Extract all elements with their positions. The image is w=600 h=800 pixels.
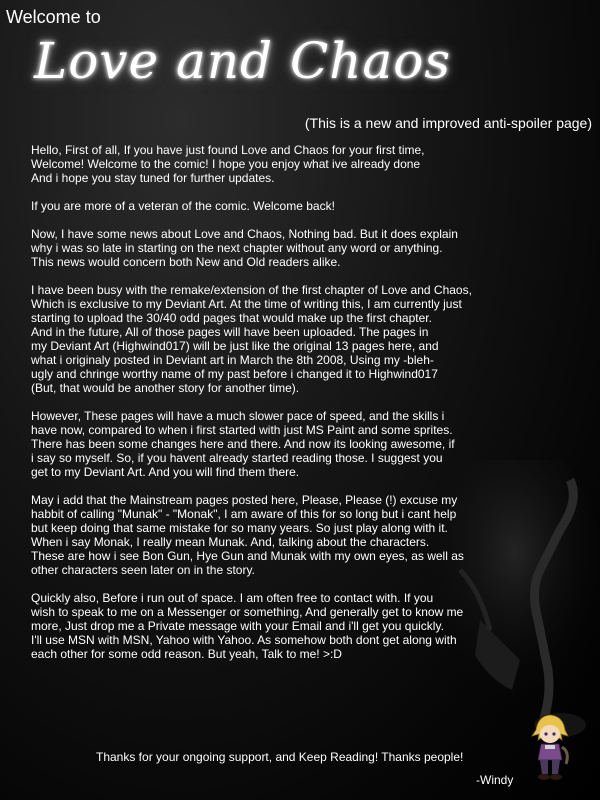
paragraph-line: get to my Deviant Art. And you will find them there. — [31, 465, 300, 479]
paragraph — [31, 283, 591, 395]
paragraph-line: Now, I have some news about Love and Chaos, Nothing bad. But it does explain — [31, 227, 458, 241]
page-title: Love and Chaos — [34, 32, 451, 90]
paragraph-line: i say so myself. So, if you havent already started reading those. I suggest you — [31, 451, 443, 465]
paragraph-line: I'll use MSN with MSN, Yahoo with Yahoo. As somehow both dont get along with — [31, 633, 457, 647]
paragraph-line: Quickly also, Before i run out of space. I am often free to contact with. If you — [31, 591, 434, 605]
paragraph-line: (But, that would be another story for another time). — [31, 381, 300, 395]
paragraph-line: I have been busy with the remake/extension of the first chapter of Love and Chaos, — [31, 283, 472, 297]
paragraph-line: but keep doing that same mistake for so many years. So just play along with it. — [31, 521, 448, 535]
paragraph — [31, 199, 591, 213]
paragraph — [31, 493, 591, 577]
paragraph-line: This news would concern both New and Old readers alike. — [31, 255, 341, 269]
message-body — [31, 143, 591, 661]
paragraph-line: However, These pages will have a much slower pace of speed, and the skills i — [31, 409, 445, 423]
paragraph-line: May i add that the Mainstream pages posted here, Please, Please (!) excuse my — [31, 493, 458, 507]
paragraph-line: what i originaly posted in Deviant art in March the 8th 2008, Using my -bleh- — [31, 353, 434, 367]
paragraph — [31, 591, 591, 661]
paragraph-line: wish to speak to me on a Messenger or something, And generally get to know me — [31, 605, 464, 619]
paragraph-line: other characters seen later on in the story. — [31, 563, 255, 577]
paragraph-line: And i hope you stay tuned for further updates. — [31, 171, 275, 185]
paragraph-line: why i was so late in starting on the next chapter without any word or anything. — [31, 241, 443, 255]
paragraph-line: And in the future, All of those pages will have been uploaded. The pages in — [31, 325, 429, 339]
paragraph-line: There has been some changes here and there. And now its looking awesome, if — [31, 437, 455, 451]
page-subtitle: (This is a new and improved anti-spoiler page) — [304, 115, 592, 131]
paragraph-line: starting to upload the 30/40 odd pages that would make up the first chapter. — [31, 311, 432, 325]
paragraph-line: Welcome! Welcome to the comic! I hope you enjoy what ive already done — [31, 157, 421, 171]
paragraph-line: more, Just drop me a Private message with your Email and i'll get you quickly. — [31, 619, 444, 633]
paragraph-line: each other for some odd reason. But yeah, Talk to me! >:D — [31, 647, 342, 661]
paragraph — [31, 143, 591, 185]
signature: -Windy — [476, 773, 514, 787]
character-sprite-icon — [528, 712, 572, 782]
paragraph-line: have now, compared to when i first started with just MS Paint and some sprites. — [31, 423, 453, 437]
paragraph-line: ugly and chringe worthy name of my past before i changed it to Highwind017 — [31, 367, 438, 381]
welcome-label: Welcome to — [6, 7, 101, 27]
paragraph-line: habbit of calling "Munak" - "Monak", I am aware of this for so long but i cant help — [31, 507, 457, 521]
paragraph-line: When i say Monak, I really mean Munak. And, talking about the characters. — [31, 535, 430, 549]
paragraph-line: If you are more of a veteran of the comic. Welcome back! — [31, 199, 335, 213]
paragraph-line: Hello, First of all, If you have just found Love and Chaos for your first time, — [31, 143, 425, 157]
paragraph — [31, 409, 591, 479]
paragraph-line: These are how i see Bon Gun, Hye Gun and Munak with my own eyes, as well as — [31, 549, 464, 563]
closing-line: Thanks for your ongoing support, and Keep Reading! Thanks people! — [96, 750, 464, 764]
paragraph — [31, 227, 591, 269]
paragraph-line: Which is exclusive to my Deviant Art. At the time of writing this, I am currently just — [31, 297, 462, 311]
paragraph-line: my Deviant Art (Highwind017) will be just like the original 13 pages here, and — [31, 339, 439, 353]
